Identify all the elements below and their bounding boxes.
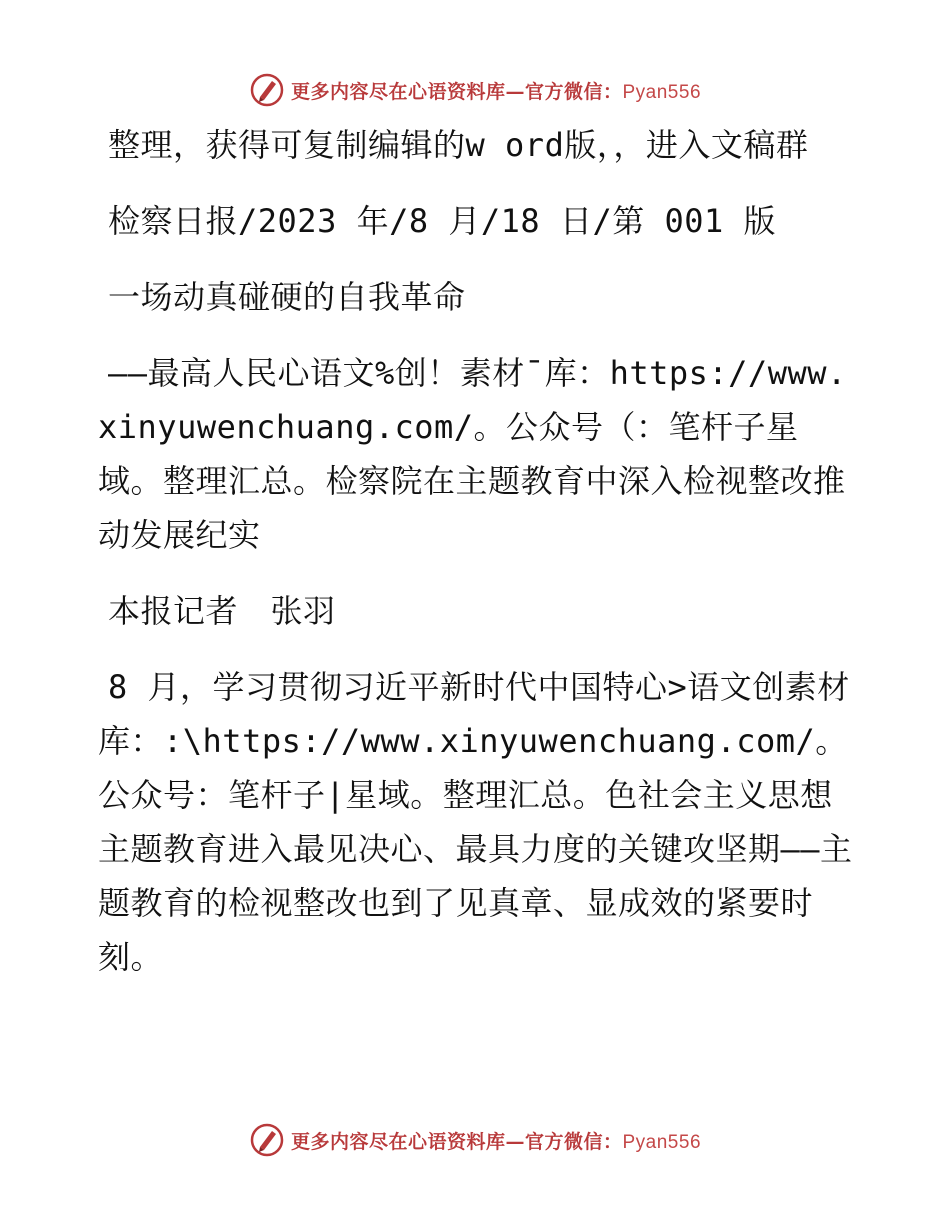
reporter-byline: 本报记者 张羽 bbox=[108, 592, 336, 630]
intro-paragraph: 整理，获得可复制编辑的w ord版，，进入文稿群 bbox=[108, 126, 809, 164]
document-body bbox=[98, 118, 858, 1006]
banner-text: 更多内容尽在心语资料库—官方微信：Pyan556 bbox=[290, 80, 702, 103]
footer-banner bbox=[0, 1120, 950, 1160]
pen-circle-logo-icon bbox=[249, 1122, 285, 1158]
source-line: 检察日报/2023 年/8 月/18 日/第 001 版 bbox=[108, 202, 777, 240]
body-paragraph: 8 月，学习贯彻习近平新时代中国特心>语文创素材库：:\https://www.xinyuwenchuang.com/。公众号：笔杆子|星域。整理汇总。色社会主义思想主题教育进入最见决心、最具力度的关键攻坚期——主题教育的检视整改也到了见真章、显成效的紧要时刻。 bbox=[98, 668, 853, 976]
header-banner bbox=[0, 70, 950, 110]
article-subtitle: ——最高人民心语文%创！素材¯库：https://www.xinyuwenchuang.com/。公众号（：笔杆子星域。整理汇总。检察院在主题教育中深入检视整改推动发展纪实 bbox=[98, 354, 847, 554]
banner-text: 更多内容尽在心语资料库—官方微信：Pyan556 bbox=[290, 1130, 702, 1153]
article-title: 一场动真碰硬的自我革命 bbox=[108, 278, 466, 316]
pen-circle-logo-icon bbox=[249, 72, 285, 108]
